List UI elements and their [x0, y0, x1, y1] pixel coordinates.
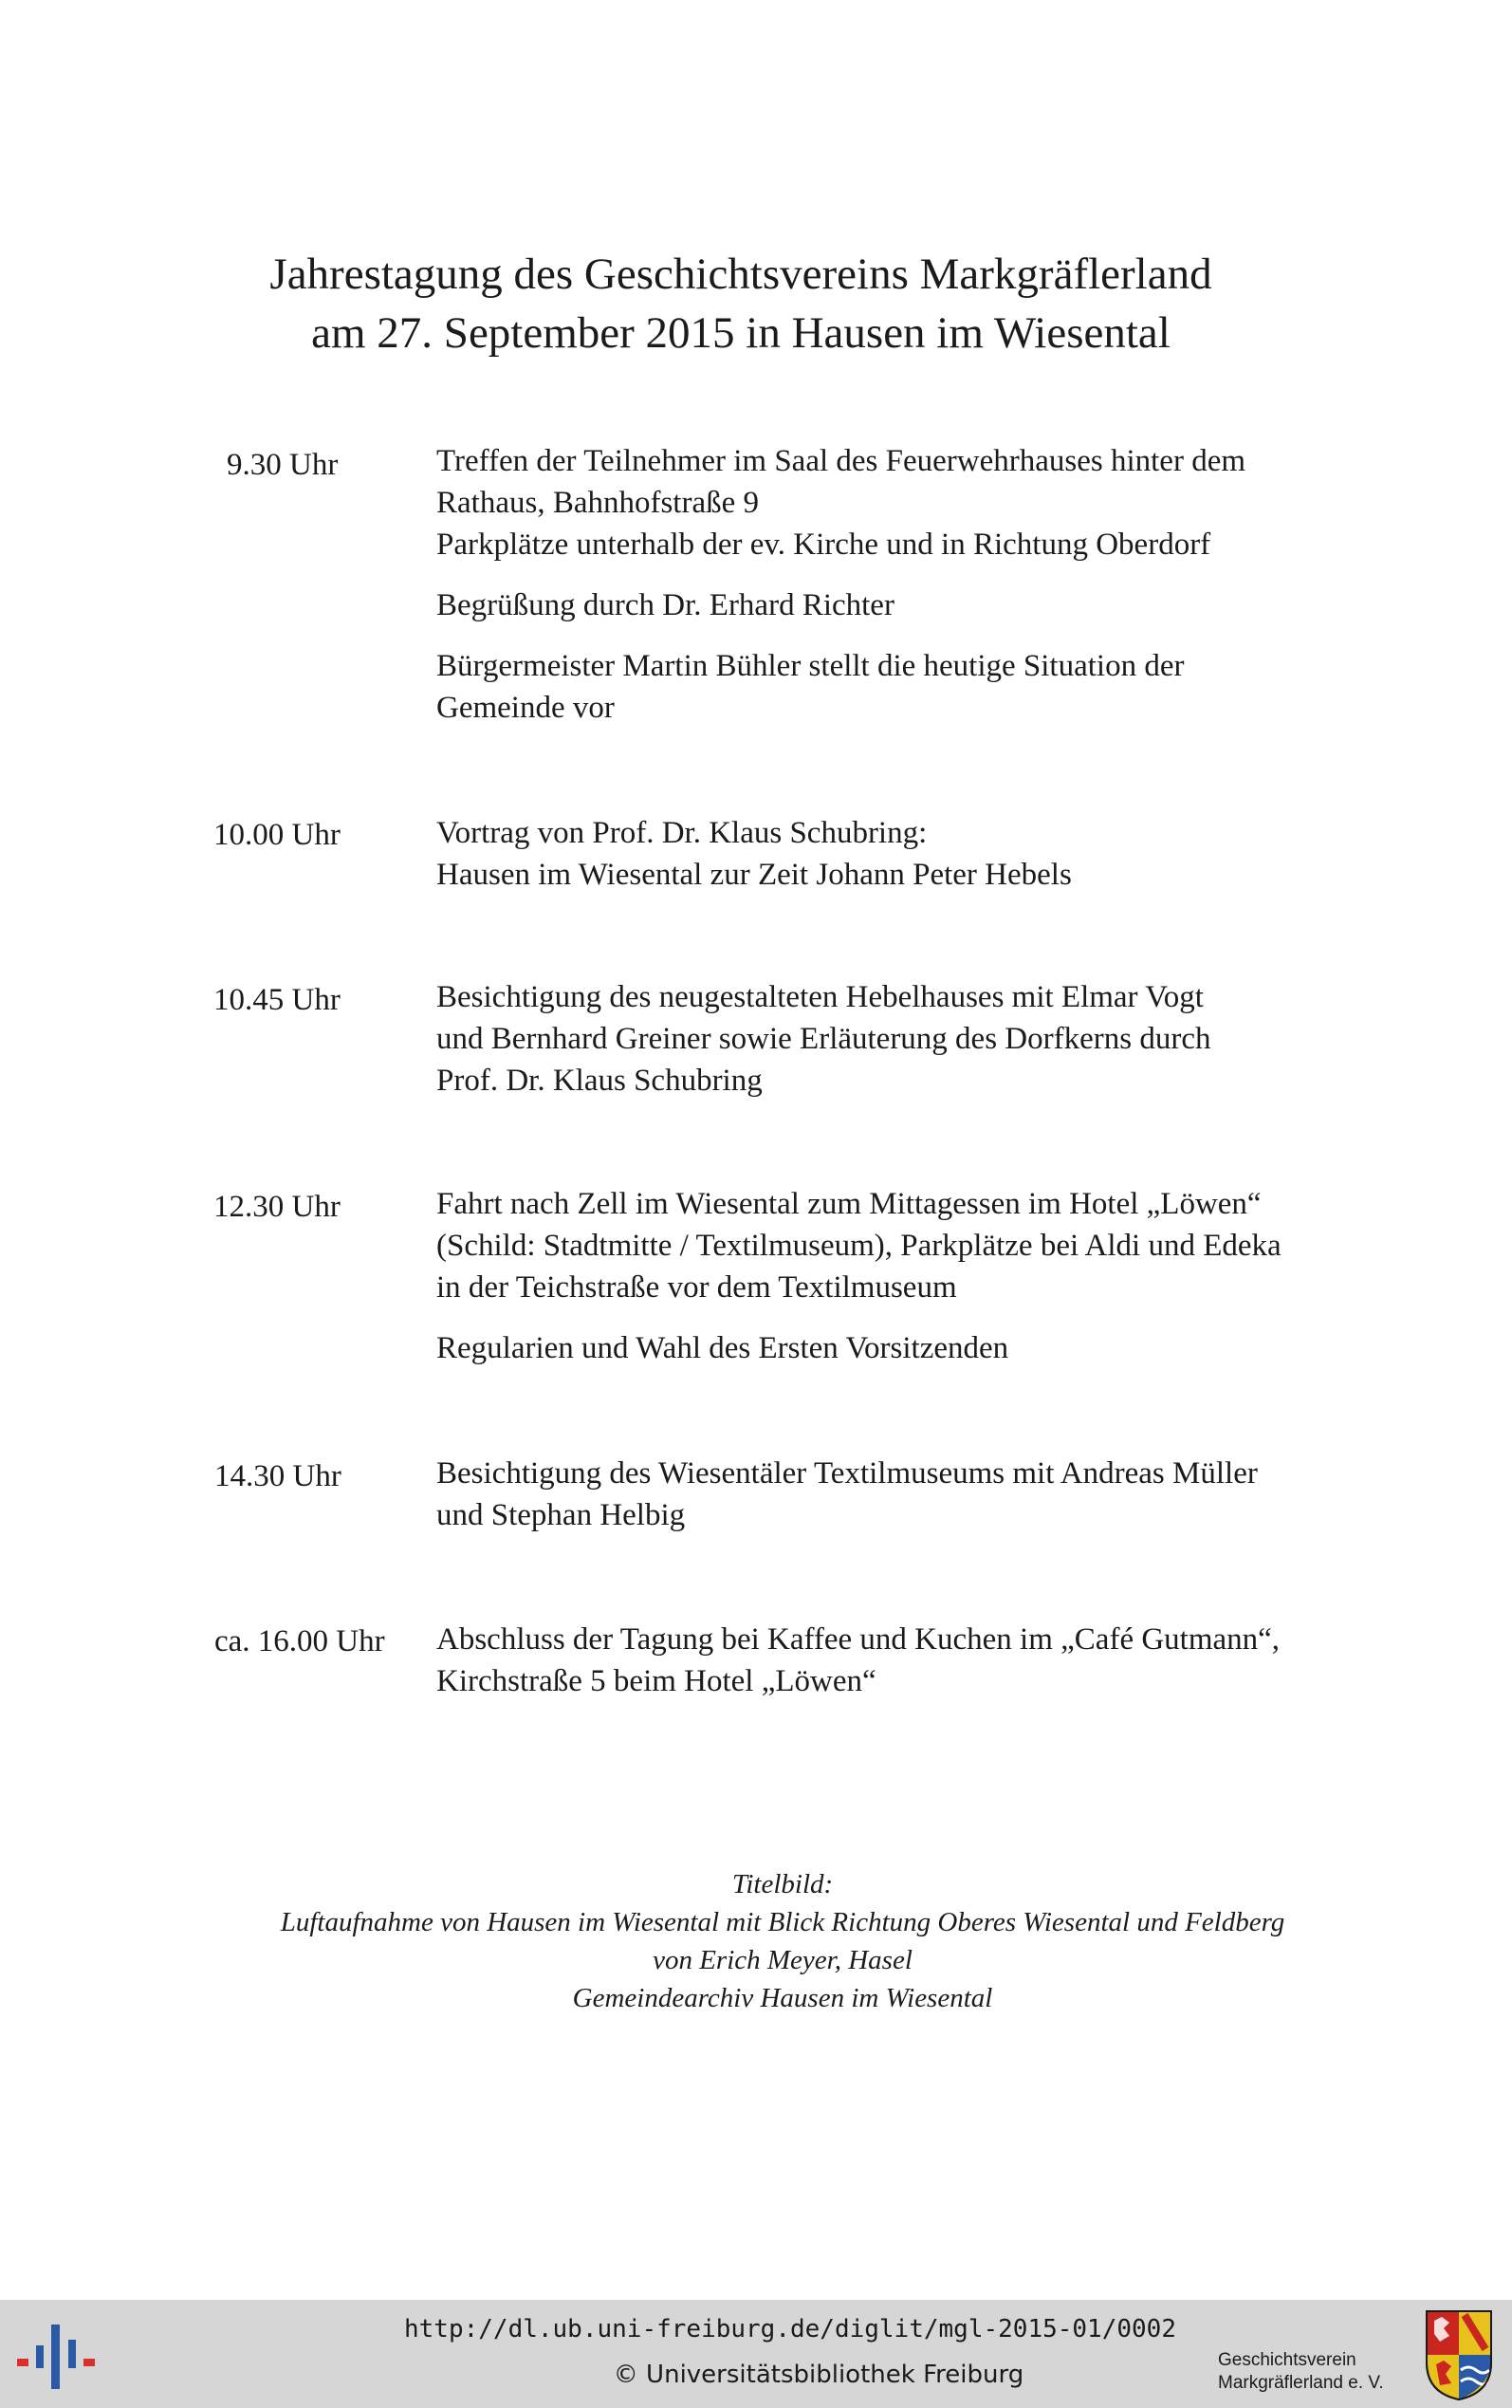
program-line: Fahrt nach Zell im Wiesental zum Mittagessen im Hotel „Löwen“ [436, 1187, 1262, 1221]
title-line-1: Jahrestagung des Geschichtsvereins Markgräflerland [269, 250, 1212, 299]
program-line: Bürgermeister Martin Bühler stellt die heutige Situation der [436, 649, 1185, 683]
program-line: Begrüßung durch Dr. Erhard Richter [436, 588, 894, 622]
program-paragraph [436, 1453, 1394, 1536]
program-paragraph [436, 1327, 1394, 1369]
program-paragraph [436, 440, 1394, 565]
program-paragraph [436, 1183, 1394, 1308]
program-description [436, 1183, 1394, 1369]
program-line: Kirchstraße 5 beim Hotel „Löwen“ [436, 1664, 876, 1698]
cover-image-caption [0, 1865, 1512, 2017]
program-line: Treffen der Teilnehmer im Saal des Feuerwehrhauses hinter dem [436, 444, 1246, 478]
program-line: Abschluss der Tagung bei Kaffee und Kuchen im „Café Gutmann“, [436, 1622, 1281, 1657]
program-line: Prof. Dr. Klaus Schubring [436, 1064, 763, 1098]
program-time: ca. 16.00 Uhr [214, 1624, 385, 1658]
program-paragraph [436, 976, 1394, 1102]
program-line: Parkplätze unterhalb der ev. Kirche und in Richtung Oberdorf [436, 528, 1211, 562]
program-line: in der Teichstraße vor dem Textilmuseum [436, 1270, 957, 1305]
footer-bar [0, 2300, 1512, 2408]
caption-line: Luftaufnahme von Hausen im Wiesental mit Blick Richtung Oberes Wiesental und Feldberg [280, 1907, 1285, 1937]
program-description [436, 976, 1394, 1102]
program-paragraph [436, 1619, 1394, 1702]
program-time: 9.30 Uhr [227, 448, 339, 482]
title-line-2: am 27. September 2015 in Hausen im Wiesental [311, 308, 1171, 358]
program-time: 14.30 Uhr [214, 1459, 341, 1493]
program-paragraph [436, 584, 1394, 626]
program-line: und Bernhard Greiner sowie Erläuterung des Dorfkerns durch [436, 1022, 1211, 1056]
program-time: 12.30 Uhr [213, 1190, 341, 1224]
caption-line: von Erich Meyer, Hasel [653, 1945, 913, 1975]
society-name-line-2: Markgräflerland e. V. [1218, 2373, 1384, 2393]
program-description [436, 812, 1394, 896]
program-time: 10.00 Uhr [213, 818, 341, 852]
footer-copyright: © Universitätsbibliothek Freiburg [613, 2361, 1024, 2389]
caption-heading: Titelbild: [731, 1869, 834, 1899]
program-line: Hausen im Wiesental zur Zeit Johann Peter Hebels [436, 858, 1072, 892]
program-paragraph [436, 812, 1394, 896]
document-title [0, 245, 1512, 362]
program-line: Regularien und Wahl des Ersten Vorsitzenden [436, 1331, 1009, 1365]
program-line: Rathaus, Bahnhofstraße 9 [436, 486, 760, 520]
program-time: 10.45 Uhr [213, 983, 341, 1017]
footer-url-link[interactable]: http://dl.ub.uni-freiburg.de/diglit/mgl-2015-01/0002 [404, 2315, 1176, 2343]
program-description [436, 1619, 1394, 1702]
program-description [436, 1453, 1394, 1536]
program-paragraph [436, 645, 1394, 729]
program-line: Besichtigung des neugestalteten Hebelhauses mit Elmar Vogt [436, 980, 1204, 1014]
program-description [436, 440, 1394, 729]
program-line: Gemeinde vor [436, 691, 615, 725]
program-line: Besichtigung des Wiesentäler Textilmuseums mit Andreas Müller [436, 1456, 1258, 1491]
society-name-line-1: Geschichtsverein [1218, 2350, 1356, 2370]
coat-of-arms-icon [1423, 2307, 1495, 2402]
program-line: Vortrag von Prof. Dr. Klaus Schubring: [436, 816, 928, 850]
program-line: (Schild: Stadtmitte / Textilmuseum), Parkplätze bei Aldi und Edeka [436, 1229, 1282, 1263]
caption-line: Gemeindearchiv Hausen im Wiesental [572, 1983, 993, 2013]
society-name [1218, 2349, 1384, 2395]
program-line: und Stephan Helbig [436, 1498, 686, 1532]
